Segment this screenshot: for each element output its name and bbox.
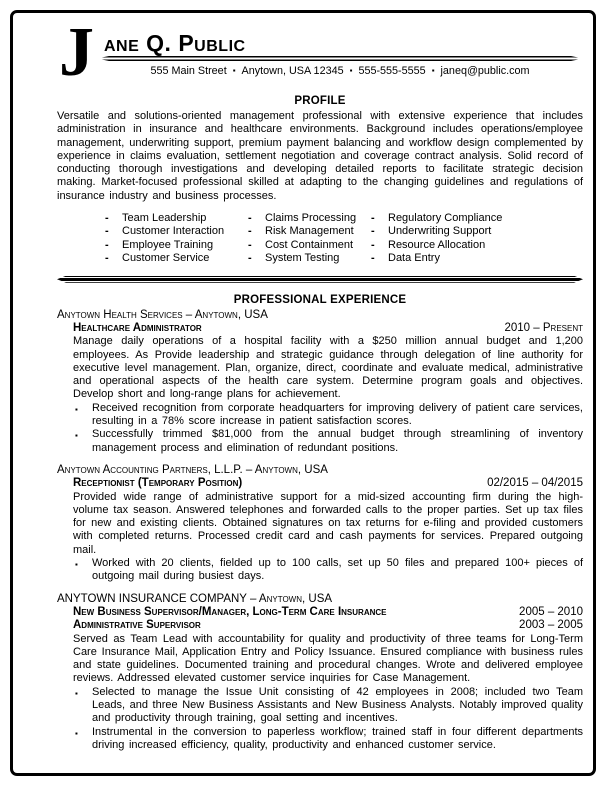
square-bullet-icon: ▪ — [75, 404, 78, 414]
dash-bullet-icon: - — [371, 238, 375, 251]
contact-separator-icon: ▪ — [349, 66, 353, 75]
company-name: Anytown Accounting Partners, L.L.P. – Anytown, USA — [57, 463, 328, 476]
contact-phone: 555-555-5555 — [358, 65, 426, 77]
achievement-item — [75, 557, 583, 584]
square-bullet-icon: ▪ — [75, 728, 78, 738]
skill-label: Regulatory Compliance — [388, 212, 503, 225]
job-entry — [57, 464, 583, 584]
position-row — [73, 322, 583, 335]
skill-item — [105, 252, 248, 265]
skill-item — [105, 225, 248, 238]
skill-label: System Testing — [265, 252, 340, 265]
header-rule — [97, 56, 583, 61]
profile-text: Versatile and solutions-oriented management professional with extensive experience that includes administration in insurance and healthcare environments. Background includes operations/employee management, underwriting support, premium payment balancing and workflow design complemented by experience in claims evaluation, settlement negotiation and coverage contract analysis. Solid record of conducting thorough investigations and developing detailed reports to facilitate strategic decision making. Market-focused professional skilled at adapting to the changing guidelines and regulations of insurance industry and business processes. — [57, 110, 583, 202]
contact-email: janeq@public.com — [440, 65, 530, 77]
achievement-text: Selected to manage the Issue Unit consisting of 42 employees in 2008; included two Team Leads, and three New Business Assistants and New Business Analysts. Notably improved quality and productivity through training, goal setting and incentives. — [92, 685, 583, 725]
skill-item — [371, 225, 502, 238]
name: ane Q. Public — [104, 30, 246, 56]
achievement-item — [75, 428, 583, 455]
job-entry — [57, 593, 583, 753]
job-summary: Provided wide range of administrative support for a mid-sized accounting firm during the high-volume tax season. Answered telephones and forwarded calls to the proper parties. Set up tax files for new and existing clients. Obtained signatures on tax returns for e-filing and provided customers with completed returns. Processed credit card and cash payments for services. Prepared outgoing mail. — [73, 490, 583, 556]
dash-bullet-icon: - — [105, 252, 109, 265]
skill-item — [248, 225, 371, 238]
square-bullet-icon: ▪ — [75, 560, 78, 570]
job-dates: 2010 – Present — [504, 322, 583, 334]
contact-separator-icon: ▪ — [232, 66, 236, 75]
position-row — [73, 606, 583, 619]
position-row — [73, 619, 583, 632]
skill-label: Data Entry — [388, 252, 440, 265]
skills-column — [105, 212, 248, 266]
square-bullet-icon: ▪ — [75, 431, 78, 441]
skill-item — [248, 212, 371, 225]
job-title: Healthcare Administrator — [73, 322, 202, 334]
skill-item — [371, 212, 502, 225]
achievement-text: Received recognition from corporate headquarters for improving delivery of patient care services, resulting in a 78% score increase in patient satisfaction scores. — [92, 401, 583, 428]
skill-label: Cost Containment — [265, 238, 354, 251]
job-entry — [57, 309, 583, 455]
achievement-text: Successfully trimmed $81,000 from the annual budget through streamlining of inventory management process and elimination of redundant positions. — [92, 428, 583, 454]
contact-line — [97, 61, 583, 77]
skill-item — [248, 239, 371, 252]
skill-label: Resource Allocation — [388, 238, 486, 251]
achievement-item — [75, 402, 583, 429]
job-summary: Served as Team Lead with accountability for quality and productivity of three teams for Long-Term Care Insurance Mail, Application Entry and Policy Issuance. Ensured compliance with business rules and state guidelines. Documented training and procedural changes. Wrote and delivered employee reviews. Addressed elevated customer service inquiries for Case Management. — [73, 632, 583, 685]
achievement-text: Instrumental in the conversion to paperless workflow; trained staff in four different departments driving increased efficiency, quality, productivity and enhanced customer service. — [92, 725, 583, 751]
contact-separator-icon: ▪ — [431, 66, 435, 75]
contact-address: 555 Main Street — [150, 65, 227, 77]
skill-label: Underwriting Support — [388, 225, 492, 238]
skill-label: Employee Training — [122, 238, 214, 251]
experience-heading: PROFESSIONAL EXPERIENCE — [233, 293, 407, 306]
section-divider-rule — [57, 276, 583, 283]
job-dates: 2003 – 2005 — [519, 619, 583, 632]
name-dropcap: J — [59, 14, 94, 91]
dash-bullet-icon: - — [248, 225, 252, 238]
skill-item — [371, 252, 502, 265]
header — [57, 14, 583, 91]
company-name: ANYTOWN INSURANCE COMPANY – Anytown, USA — [57, 592, 333, 605]
job-title: Administrative Supervisor — [73, 619, 201, 632]
dash-bullet-icon: - — [105, 212, 109, 225]
square-bullet-icon: ▪ — [75, 688, 78, 698]
job-title: New Business Supervisor/Manager, Long-Term Care Insurance — [73, 605, 387, 618]
skill-label: Customer Interaction — [122, 225, 225, 238]
skill-item — [105, 212, 248, 225]
dash-bullet-icon: - — [371, 225, 375, 238]
dash-bullet-icon: - — [371, 252, 375, 265]
profile-heading: PROFILE — [294, 95, 346, 107]
job-summary: Manage daily operations of a hospital facility with a $250 million annual budget and 1,200 employees. As Provide leadership and strategic guidance through delegation of line authority for executive level management. Plan, organize, direct, coordinate and evaluate medical, administrative and operational aspects of the health care system. Determine program goals and objectives. Develop short and long-range plans for achievement. — [73, 335, 583, 401]
skill-label: Team Leadership — [122, 212, 207, 225]
dash-bullet-icon: - — [248, 238, 252, 251]
job-dates: 2005 – 2010 — [519, 605, 583, 618]
skills-list — [105, 212, 583, 266]
skill-item — [105, 239, 248, 252]
dash-bullet-icon: - — [105, 238, 109, 251]
dash-bullet-icon: - — [248, 212, 252, 225]
position-row — [73, 477, 583, 490]
skill-item — [248, 252, 371, 265]
achievement-text: Worked with 20 clients, fielded up to 100 calls, set up 50 files and prepared 100+ pieces of outgoing mail during busiest days. — [92, 557, 583, 583]
skills-column — [371, 212, 502, 266]
skill-item — [371, 239, 502, 252]
skill-label: Claims Processing — [265, 212, 357, 225]
dash-bullet-icon: - — [371, 212, 375, 225]
skill-label: Risk Management — [265, 225, 354, 238]
skills-column — [248, 212, 371, 266]
job-dates: 02/2015 – 04/2015 — [487, 477, 583, 490]
skill-label: Customer Service — [122, 252, 210, 265]
dash-bullet-icon: - — [105, 225, 109, 238]
company-name: Anytown Health Services – Anytown, USA — [57, 308, 268, 321]
job-title: Receptionist (Temporary Position) — [73, 477, 243, 490]
achievement-item — [75, 686, 583, 726]
contact-city: Anytown, USA 12345 — [241, 65, 344, 77]
achievement-item — [75, 726, 583, 753]
dash-bullet-icon: - — [248, 252, 252, 265]
resume-page — [57, 14, 583, 752]
